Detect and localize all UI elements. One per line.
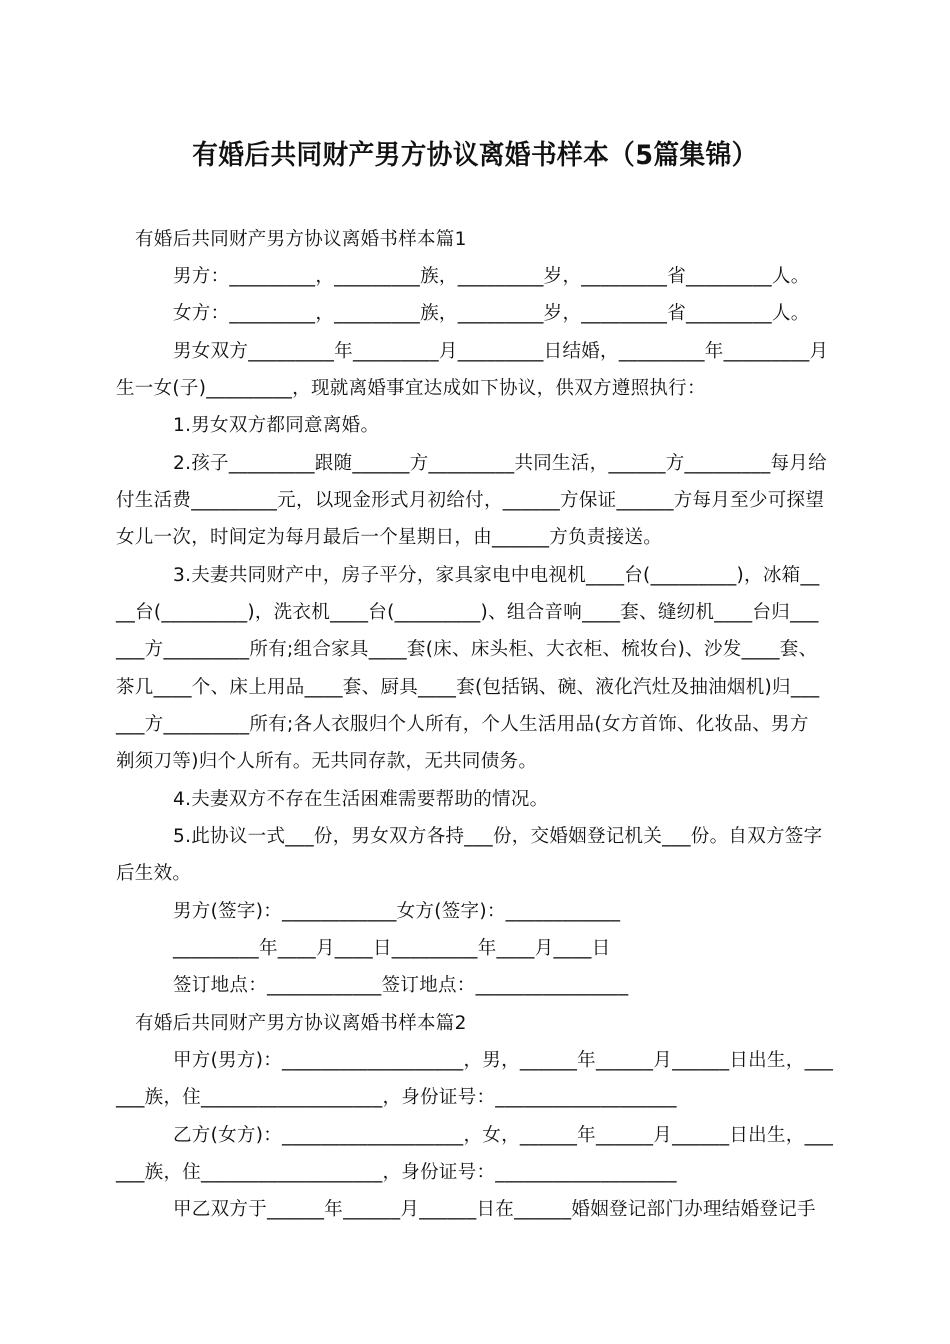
paragraph-line: 4.夫妻双方不存在生活困难需要帮助的情况。 <box>173 789 549 810</box>
paragraph-line: 3.夫妻共同财产中，房子平分，家具家电中电视机____台(_________)，冰箱__ <box>173 565 820 586</box>
paragraph-line: 茶几____个、床上用品____套、厨具____套(包括锅、碗、液化汽灶及抽油烟机)归___ <box>116 677 820 698</box>
section-heading-2: 有婚后共同财产男方协议离婚书样本篇2 <box>135 1013 467 1034</box>
paragraph-line: ___方_________所有;组合家具____套(床、床头柜、大衣柜、梳妆台)、沙发____套、 <box>116 639 818 660</box>
document-title: 有婚后共同财产男方协议离婚书样本（5篇集锦） <box>192 140 758 171</box>
paragraph-line: 甲方(男方)：___________________，男，______年______月______日出生，___ <box>173 1050 834 1071</box>
paragraph-line: ___族，住___________________，身份证号：___________________ <box>116 1087 677 1108</box>
paragraph-line: 2.孩子_________跟随______方_________共同生活，______方_________每月给 <box>173 453 827 474</box>
paragraph-line: ___族，住___________________，身份证号：___________________ <box>116 1162 677 1183</box>
paragraph-line: __台(_________)，洗衣机____台(_________)、组合音响____套、缝纫机____台归___ <box>116 602 819 623</box>
signature-line: 男方(签字)：____________女方(签字)：____________ <box>173 901 621 922</box>
paragraph-line: 剃须刀等)归个人所有。无共同存款，无共同债务。 <box>116 751 538 772</box>
paragraph-line: 女儿一次，时间定为每月最后一个星期日，由______方负责接送。 <box>116 527 663 548</box>
date-line: _________年____月____日_________年____月____日 <box>173 938 611 959</box>
section-heading-1: 有婚后共同财产男方协议离婚书样本篇1 <box>135 229 467 250</box>
paragraph-line: 乙方(女方)：___________________，女，______年______月______日出生，___ <box>173 1125 834 1146</box>
paragraph-line: 生一女(子)_________，现就离婚事宜达成如下协议，供双方遵照执行： <box>116 378 706 399</box>
paragraph-line: 男女双方_________年_________月_________日结婚，_________年_________月 <box>173 341 829 362</box>
paragraph-line: 甲乙双方于______年______月______日在______婚姻登记部门办理结婚登记手 <box>173 1199 816 1220</box>
paragraph-line: 后生效。 <box>116 863 192 884</box>
paragraph-line: ___方_________所有;各人衣服归个人所有，个人生活用品(女方首饰、化妆品、男方 <box>116 714 809 735</box>
paragraph-line: 付生活费_________元，以现金形式月初给付，______方保证______方每月至少可探望 <box>116 490 825 511</box>
location-line: 签订地点：____________签订地点：________________ <box>173 975 629 996</box>
paragraph-line: 1.男女双方都同意离婚。 <box>173 415 380 436</box>
paragraph-line: 男方：_________，_________族，_________岁，_________省_________人。 <box>173 266 810 287</box>
paragraph-line: 女方：_________，_________族，_________岁，_________省_________人。 <box>173 303 810 324</box>
paragraph-line: 5.此协议一式___份，男女双方各持___份，交婚姻登记机关___份。自双方签字 <box>173 826 823 847</box>
